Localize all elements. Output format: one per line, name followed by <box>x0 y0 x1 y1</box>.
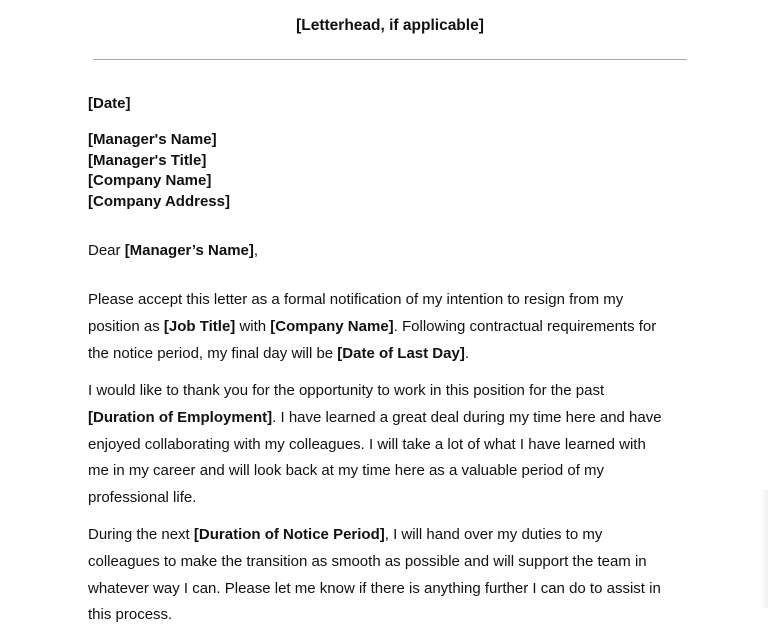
text-run: . I have learned a great deal during my time here and have <box>272 408 662 426</box>
placeholder-job-title: [Job Title] <box>163 317 236 335</box>
paragraph-gratitude <box>88 378 698 512</box>
text-run: position as <box>88 317 164 335</box>
page-edge-shadow <box>760 490 768 608</box>
salutation-name: [Manager’s Name] <box>124 242 254 259</box>
paragraph-line: professional life. <box>88 489 197 507</box>
text-run: , I will hand over my duties to my <box>384 526 603 543</box>
letterhead: [Letterhead, if applicable] <box>296 17 484 34</box>
placeholder-company-name: [Company Name] <box>270 317 394 335</box>
letter-date: [Date] <box>88 95 131 112</box>
recipient-manager-title: [Manager's Title] <box>88 151 207 169</box>
placeholder-last-day: [Date of Last Day] <box>337 344 465 362</box>
salutation-prefix: Dear <box>88 242 125 259</box>
paragraph-line: colleagues to make the transition as smooth as possible and will support the team in <box>88 552 647 570</box>
paragraph-line: whatever way I can. Please let me know if there is anything further I can do to assist in <box>88 579 661 597</box>
placeholder-notice-period: [Duration of Notice Period] <box>193 526 385 543</box>
text-run: the notice period, my final day will be <box>88 344 338 362</box>
paragraph-line: this process. <box>88 606 173 624</box>
paragraph-line <box>88 314 698 341</box>
recipient-company-name: [Company Name] <box>88 172 212 189</box>
salutation-suffix: , <box>253 242 259 259</box>
recipient-manager-name: [Manager's Name] <box>88 131 217 148</box>
paragraph-line: enjoyed collaborating with my colleagues. I will take a lot of what I have learned with <box>88 435 646 453</box>
text-run: . <box>464 344 469 362</box>
paragraph-line: I would like to thank you for the opportunity to work in this position for the past <box>88 382 605 399</box>
paragraph-resignation-notice <box>88 287 698 367</box>
paragraph-line <box>88 341 698 368</box>
text-run: . Following contractual requirements for <box>393 317 657 335</box>
header-divider <box>93 59 687 60</box>
placeholder-duration-employment: [Duration of Employment] <box>88 408 273 426</box>
paragraph-line: me in my career and will look back at my time here as a valuable period of my <box>88 462 605 480</box>
paragraph-transition <box>88 522 698 629</box>
recipient-block <box>88 130 230 212</box>
text-run: During the next <box>88 526 194 543</box>
paragraph-line: Please accept this letter as a formal notification of my intention to resign from my <box>88 291 624 308</box>
paragraph-line <box>88 522 698 549</box>
recipient-company-address: [Company Address] <box>88 192 230 210</box>
text-run: with <box>235 317 271 335</box>
salutation <box>88 241 258 261</box>
paragraph-line <box>88 405 698 432</box>
